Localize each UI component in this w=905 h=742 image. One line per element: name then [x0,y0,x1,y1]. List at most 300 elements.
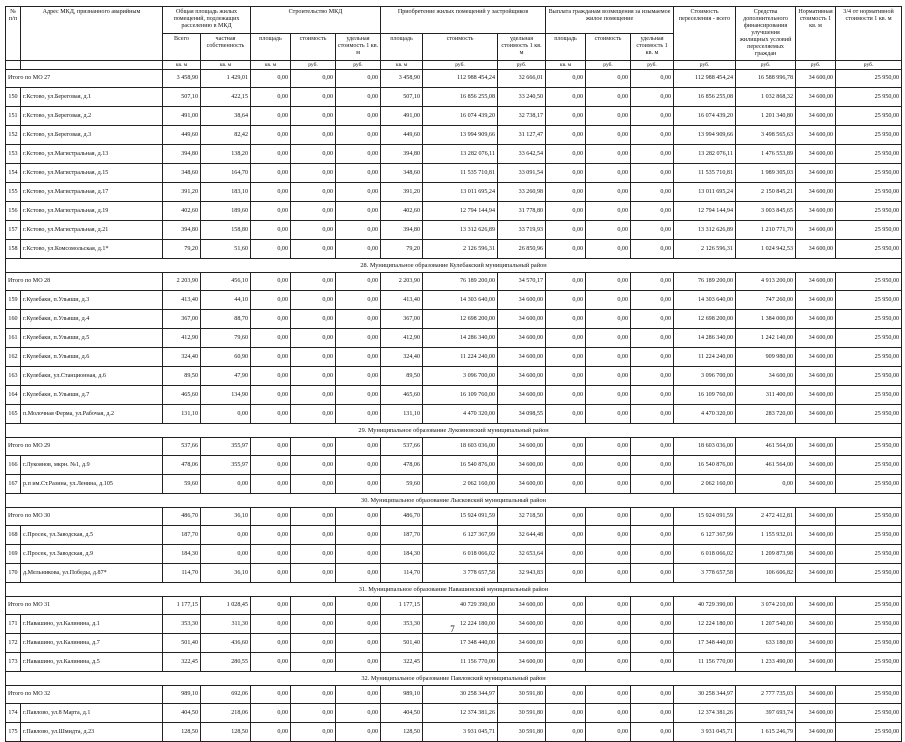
address-cell: г.Навашино, ул.Калинина, д.5 [21,653,163,672]
value-cell: 0,00 [291,438,336,456]
value-cell: 3 074 210,00 [736,597,796,615]
table-row [6,723,902,742]
value-cell: 16 074 439,20 [674,107,736,126]
value-cell: 114,70 [381,564,423,583]
value-cell: 0,00 [251,545,291,564]
value-cell: 0,00 [201,405,251,424]
value-cell: 0,00 [586,686,631,704]
value-cell: 501,40 [381,634,423,653]
row-number: 161 [6,329,21,348]
value-cell: 0,00 [631,526,674,545]
value-cell: 1 177,15 [381,597,423,615]
col-area-private: частная собственность [201,34,251,61]
value-cell: 18 603 036,00 [423,438,498,456]
value-cell: 537,66 [381,438,423,456]
value-cell: 0,00 [631,202,674,221]
table-row [6,107,902,126]
value-cell: 0,00 [291,475,336,494]
address-cell: г.Кстово, ул.Береговая, д.3 [21,126,163,145]
value-cell: 2 472 412,81 [736,508,796,526]
value-cell: 25 950,00 [836,386,902,405]
col-build-cost: стоимость [291,34,336,61]
value-cell: 30 258 344,97 [674,686,736,704]
value-cell: 324,40 [381,348,423,367]
table-row [6,653,902,672]
value-cell: 34 600,00 [796,329,836,348]
value-cell: 34 600,00 [796,526,836,545]
value-cell: 0,00 [336,653,381,672]
value-cell: 0,00 [336,597,381,615]
value-cell: 14 303 640,00 [423,291,498,310]
value-cell: 0,00 [631,310,674,329]
value-cell: 51,60 [201,240,251,259]
value-cell: 12 698 200,00 [674,310,736,329]
value-cell: 40 729 390,00 [423,597,498,615]
units-row [6,61,902,70]
value-cell: 36,10 [201,508,251,526]
value-cell: 1 201 340,80 [736,107,796,126]
value-cell: 34 600,00 [796,405,836,424]
value-cell: 391,20 [381,183,423,202]
value-cell: 184,30 [381,545,423,564]
value-cell: 0,00 [631,615,674,634]
value-cell: 31 778,80 [498,202,546,221]
unit-cell: руб. [498,61,546,70]
value-cell: 25 950,00 [836,240,902,259]
address-cell: г.Навашино, ул.Калинина, д.1 [21,615,163,634]
row-number: 150 [6,88,21,107]
value-cell: 13 282 076,11 [674,145,736,164]
value-cell: 0,00 [546,597,586,615]
value-cell: 0,00 [291,653,336,672]
row-number: 173 [6,653,21,672]
row-number: 154 [6,164,21,183]
value-cell: 0,00 [291,723,336,742]
value-cell: 0,00 [291,405,336,424]
value-cell: 30 591,80 [498,704,546,723]
value-cell: 25 950,00 [836,686,902,704]
value-cell: 34 600,00 [796,291,836,310]
value-cell: 6 127 367,99 [423,526,498,545]
value-cell: 0,00 [546,348,586,367]
value-cell: 0,00 [291,202,336,221]
value-cell: 89,50 [381,367,423,386]
value-cell: 0,00 [546,634,586,653]
value-cell: 25 950,00 [836,329,902,348]
value-cell: 0,00 [586,126,631,145]
value-cell: 0,00 [291,88,336,107]
value-cell: 0,00 [251,634,291,653]
value-cell: 1 207 540,00 [736,615,796,634]
value-cell: 322,45 [163,653,201,672]
value-cell: 0,00 [336,526,381,545]
section-header-row [6,583,902,597]
value-cell: 0,00 [586,310,631,329]
value-cell: 0,00 [251,686,291,704]
unit-cell: кв. м [163,61,201,70]
value-cell: 18 603 036,00 [674,438,736,456]
row-number: 170 [6,564,21,583]
value-cell: 11 535 710,81 [674,164,736,183]
value-cell: 0,00 [586,240,631,259]
row-number: 171 [6,615,21,634]
value-cell: 1 429,01 [201,70,251,88]
address-cell: г.Кстово, ул.Магистральная, д.13 [21,145,163,164]
value-cell: 0,00 [631,107,674,126]
value-cell: 76 189 200,00 [674,273,736,291]
value-cell: 436,60 [201,634,251,653]
value-cell: 0,00 [546,723,586,742]
value-cell: 0,00 [201,475,251,494]
row-number: 168 [6,526,21,545]
value-cell: 3 931 045,71 [423,723,498,742]
value-cell: 34 600,00 [498,597,546,615]
value-cell: 0,00 [336,88,381,107]
value-cell: 34 600,00 [796,653,836,672]
table-row [6,348,902,367]
value-cell: 184,30 [163,545,201,564]
value-cell: 89,50 [163,367,201,386]
value-cell: 0,00 [631,704,674,723]
value-cell: 25 950,00 [836,456,902,475]
value-cell: 33 240,50 [498,88,546,107]
value-cell: 1 155 932,01 [736,526,796,545]
table-row [6,526,902,545]
col-pay-cost: стоимость [586,34,631,61]
value-cell: 0,00 [336,704,381,723]
value-cell: 0,00 [546,405,586,424]
value-cell: 16 074 439,20 [423,107,498,126]
value-cell: 311,30 [201,615,251,634]
value-cell: 0,00 [291,107,336,126]
value-cell: 412,90 [163,329,201,348]
value-cell: 0,00 [631,291,674,310]
value-cell: 32 943,83 [498,564,546,583]
value-cell: 25 950,00 [836,405,902,424]
value-cell: 16 540 876,00 [423,456,498,475]
value-cell: 0,00 [291,221,336,240]
value-cell: 413,40 [381,291,423,310]
value-cell: 34 600,00 [498,386,546,405]
section-header-row [6,494,902,508]
value-cell: 0,00 [251,653,291,672]
value-cell: 34 600,00 [796,456,836,475]
value-cell: 12 224 180,00 [674,615,736,634]
table-row [6,367,902,386]
value-cell: 25 950,00 [836,291,902,310]
value-cell: 79,20 [381,240,423,259]
subtotal-label: Итого по МО 27 [6,70,163,88]
value-cell: 0,00 [251,107,291,126]
address-cell: г.Кулебаки, п.Ульяши, д.5 [21,329,163,348]
value-cell: 14 286 340,00 [674,329,736,348]
unit-cell: кв. м [546,61,586,70]
col-buy: Приобретение жилых помещений у застройщиков [381,7,546,34]
value-cell: 0,00 [336,686,381,704]
value-cell: 25 950,00 [836,367,902,386]
value-cell: 0,00 [336,221,381,240]
col-buy-unit: удельная стоимость 1 кв. м [498,34,546,61]
value-cell: 355,97 [201,456,251,475]
col-buy-cost: стоимость [423,34,498,61]
table-row [6,405,902,424]
value-cell: 0,00 [631,183,674,202]
subtotal-row [6,273,902,291]
value-cell: 25 950,00 [836,310,902,329]
value-cell: 0,00 [586,164,631,183]
value-cell: 13 011 695,24 [423,183,498,202]
value-cell: 189,60 [201,202,251,221]
row-number: 172 [6,634,21,653]
value-cell: 0,00 [336,107,381,126]
value-cell: 0,00 [586,634,631,653]
value-cell: 3 778 657,58 [674,564,736,583]
col-pay: Выплата гражданам возмещения за изымаемое жилое помещение [546,7,674,34]
value-cell: 367,00 [381,310,423,329]
value-cell: 0,00 [586,475,631,494]
address-cell: г.Кулебаки, п.Ульяши, д.7 [21,386,163,405]
value-cell: 32 738,17 [498,107,546,126]
value-cell: 0,00 [251,126,291,145]
value-cell: 13 312 626,89 [423,221,498,240]
value-cell: 486,70 [163,508,201,526]
value-cell: 348,60 [381,164,423,183]
table-row [6,88,902,107]
value-cell: 0,00 [586,70,631,88]
value-cell: 491,00 [163,107,201,126]
value-cell: 33 642,54 [498,145,546,164]
col-area-all: Всего [163,34,201,61]
value-cell: 0,00 [251,164,291,183]
value-cell: 0,00 [631,126,674,145]
address-cell: г.Кулебаки, п.Ульяши, д.4 [21,310,163,329]
address-cell: с.Просек, ул.Заводская, д.5 [21,526,163,545]
unit-cell: руб. [674,61,736,70]
value-cell: 0,00 [291,164,336,183]
address-cell: г.Кстово, ул.Магистральная, д.21 [21,221,163,240]
value-cell: 12 794 144,94 [423,202,498,221]
value-cell: 0,00 [586,405,631,424]
value-cell: 0,00 [251,526,291,545]
value-cell: 2 150 845,21 [736,183,796,202]
value-cell: 25 950,00 [836,273,902,291]
value-cell: 0,00 [291,183,336,202]
value-cell: 0,00 [291,386,336,405]
value-cell: 33 260,98 [498,183,546,202]
value-cell: 16 588 996,78 [736,70,796,88]
table-row [6,475,902,494]
section-title: 30. Муниципальное образование Лысковский муниципальный район [6,494,902,508]
value-cell: 25 950,00 [836,221,902,240]
value-cell: 12 374 381,26 [674,704,736,723]
value-cell: 394,80 [381,145,423,164]
row-number: 159 [6,291,21,310]
value-cell: 353,30 [381,615,423,634]
table-row [6,221,902,240]
value-cell: 34 600,00 [736,367,796,386]
value-cell: 82,42 [201,126,251,145]
value-cell: 114,70 [163,564,201,583]
value-cell: 0,00 [631,386,674,405]
col-pay-unit: удельная стоимость 1 кв. м [631,34,674,61]
col-pay-area: площадь [546,34,586,61]
value-cell: 36,10 [201,564,251,583]
table-row [6,240,902,259]
value-cell: 0,00 [336,240,381,259]
value-cell: 0,00 [631,348,674,367]
value-cell: 30 258 344,97 [423,686,498,704]
value-cell: 3 003 845,65 [736,202,796,221]
value-cell: 25 950,00 [836,704,902,723]
value-cell: 0,00 [291,348,336,367]
value-cell: 187,70 [163,526,201,545]
value-cell: 38,64 [201,107,251,126]
value-cell: 2 203,90 [163,273,201,291]
value-cell: 0,00 [291,145,336,164]
value-cell: 11 156 770,00 [423,653,498,672]
value-cell: 25 950,00 [836,107,902,126]
value-cell: 13 011 695,24 [674,183,736,202]
value-cell: 422,15 [201,88,251,107]
value-cell: 34 600,00 [498,329,546,348]
value-cell: 34 600,00 [796,615,836,634]
value-cell: 0,00 [546,367,586,386]
value-cell: 0,00 [291,240,336,259]
row-number: 155 [6,183,21,202]
row-number: 158 [6,240,21,259]
value-cell: 6 018 066,02 [674,545,736,564]
value-cell: 34 600,00 [796,221,836,240]
value-cell: 0,00 [546,164,586,183]
section-title: 31. Муниципальное образование Навашинский муниципальный район [6,583,902,597]
value-cell: 0,00 [586,704,631,723]
value-cell: 0,00 [586,88,631,107]
value-cell: 32 653,64 [498,545,546,564]
value-cell: 34 600,00 [498,475,546,494]
value-cell: 34 600,00 [498,348,546,367]
value-cell: 0,00 [336,273,381,291]
value-cell: 128,50 [381,723,423,742]
value-cell: 989,10 [381,686,423,704]
value-cell: 456,10 [201,273,251,291]
value-cell: 11 224 240,00 [674,348,736,367]
value-cell: 283 720,00 [736,405,796,424]
value-cell: 16 856 255,08 [674,88,736,107]
value-cell: 3 498 565,63 [736,126,796,145]
value-cell: 34 600,00 [796,475,836,494]
value-cell: 16 856 255,08 [423,88,498,107]
value-cell: 34 600,00 [796,70,836,88]
value-cell: 461 564,00 [736,456,796,475]
value-cell: 0,00 [546,545,586,564]
value-cell: 17 348 440,00 [674,634,736,653]
value-cell: 0,00 [336,508,381,526]
value-cell: 0,00 [586,386,631,405]
value-cell: 34 600,00 [498,634,546,653]
row-number: 157 [6,221,21,240]
value-cell: 0,00 [631,723,674,742]
value-cell: 34 600,00 [796,597,836,615]
value-cell: 112 988 454,24 [423,70,498,88]
value-cell: 1 384 000,00 [736,310,796,329]
table-row [6,386,902,405]
unit-cell: руб. [796,61,836,70]
table-row [6,183,902,202]
subtotal-row [6,508,902,526]
value-cell: 25 950,00 [836,526,902,545]
address-cell: г.Павлово, ул.Шмидта, д.23 [21,723,163,742]
value-cell: 391,20 [163,183,201,202]
table-row [6,291,902,310]
value-cell: 44,10 [201,291,251,310]
value-cell: 507,10 [381,88,423,107]
unit-cell: руб. [336,61,381,70]
unit-cell: руб. [586,61,631,70]
value-cell: 31 127,47 [498,126,546,145]
value-cell: 40 729 390,00 [674,597,736,615]
value-cell: 33 719,93 [498,221,546,240]
value-cell: 0,00 [631,456,674,475]
value-cell: 0,00 [201,526,251,545]
value-cell: 34 600,00 [796,88,836,107]
value-cell: 16 540 876,00 [674,456,736,475]
value-cell: 0,00 [546,508,586,526]
value-cell: 1 024 942,53 [736,240,796,259]
value-cell: 0,00 [251,183,291,202]
value-cell: 3 458,90 [381,70,423,88]
subtotal-row [6,597,902,615]
value-cell: 0,00 [336,70,381,88]
value-cell: 25 950,00 [836,564,902,583]
value-cell: 0,00 [631,273,674,291]
value-cell: 0,00 [251,329,291,348]
value-cell: 537,66 [163,438,201,456]
value-cell: 134,90 [201,386,251,405]
value-cell: 355,97 [201,438,251,456]
value-cell: 0,00 [251,240,291,259]
value-cell: 0,00 [336,310,381,329]
value-cell: 0,00 [631,367,674,386]
address-cell: г.Кулебаки, п.Ульяши, д.3 [21,291,163,310]
value-cell: 0,00 [336,723,381,742]
table-row [6,704,902,723]
value-cell: 0,00 [631,653,674,672]
col-num: № п/п [6,7,21,61]
value-cell: 0,00 [586,456,631,475]
value-cell: 17 348 440,00 [423,634,498,653]
value-cell: 34 600,00 [498,615,546,634]
value-cell: 0,00 [291,70,336,88]
value-cell: 465,60 [381,386,423,405]
value-cell: 0,00 [546,686,586,704]
value-cell: 486,70 [381,508,423,526]
value-cell: 218,06 [201,704,251,723]
value-cell: 0,00 [631,634,674,653]
value-cell: 0,00 [251,367,291,386]
subtotal-label: Итого по МО 28 [6,273,163,291]
value-cell: 412,90 [381,329,423,348]
value-cell: 449,60 [163,126,201,145]
value-cell: 402,60 [163,202,201,221]
row-number: 174 [6,704,21,723]
value-cell: 0,00 [631,475,674,494]
value-cell: 0,00 [291,545,336,564]
value-cell: 34 600,00 [498,653,546,672]
table-row [6,329,902,348]
value-cell: 280,55 [201,653,251,672]
value-cell: 0,00 [291,508,336,526]
value-cell: 2 062 160,00 [423,475,498,494]
